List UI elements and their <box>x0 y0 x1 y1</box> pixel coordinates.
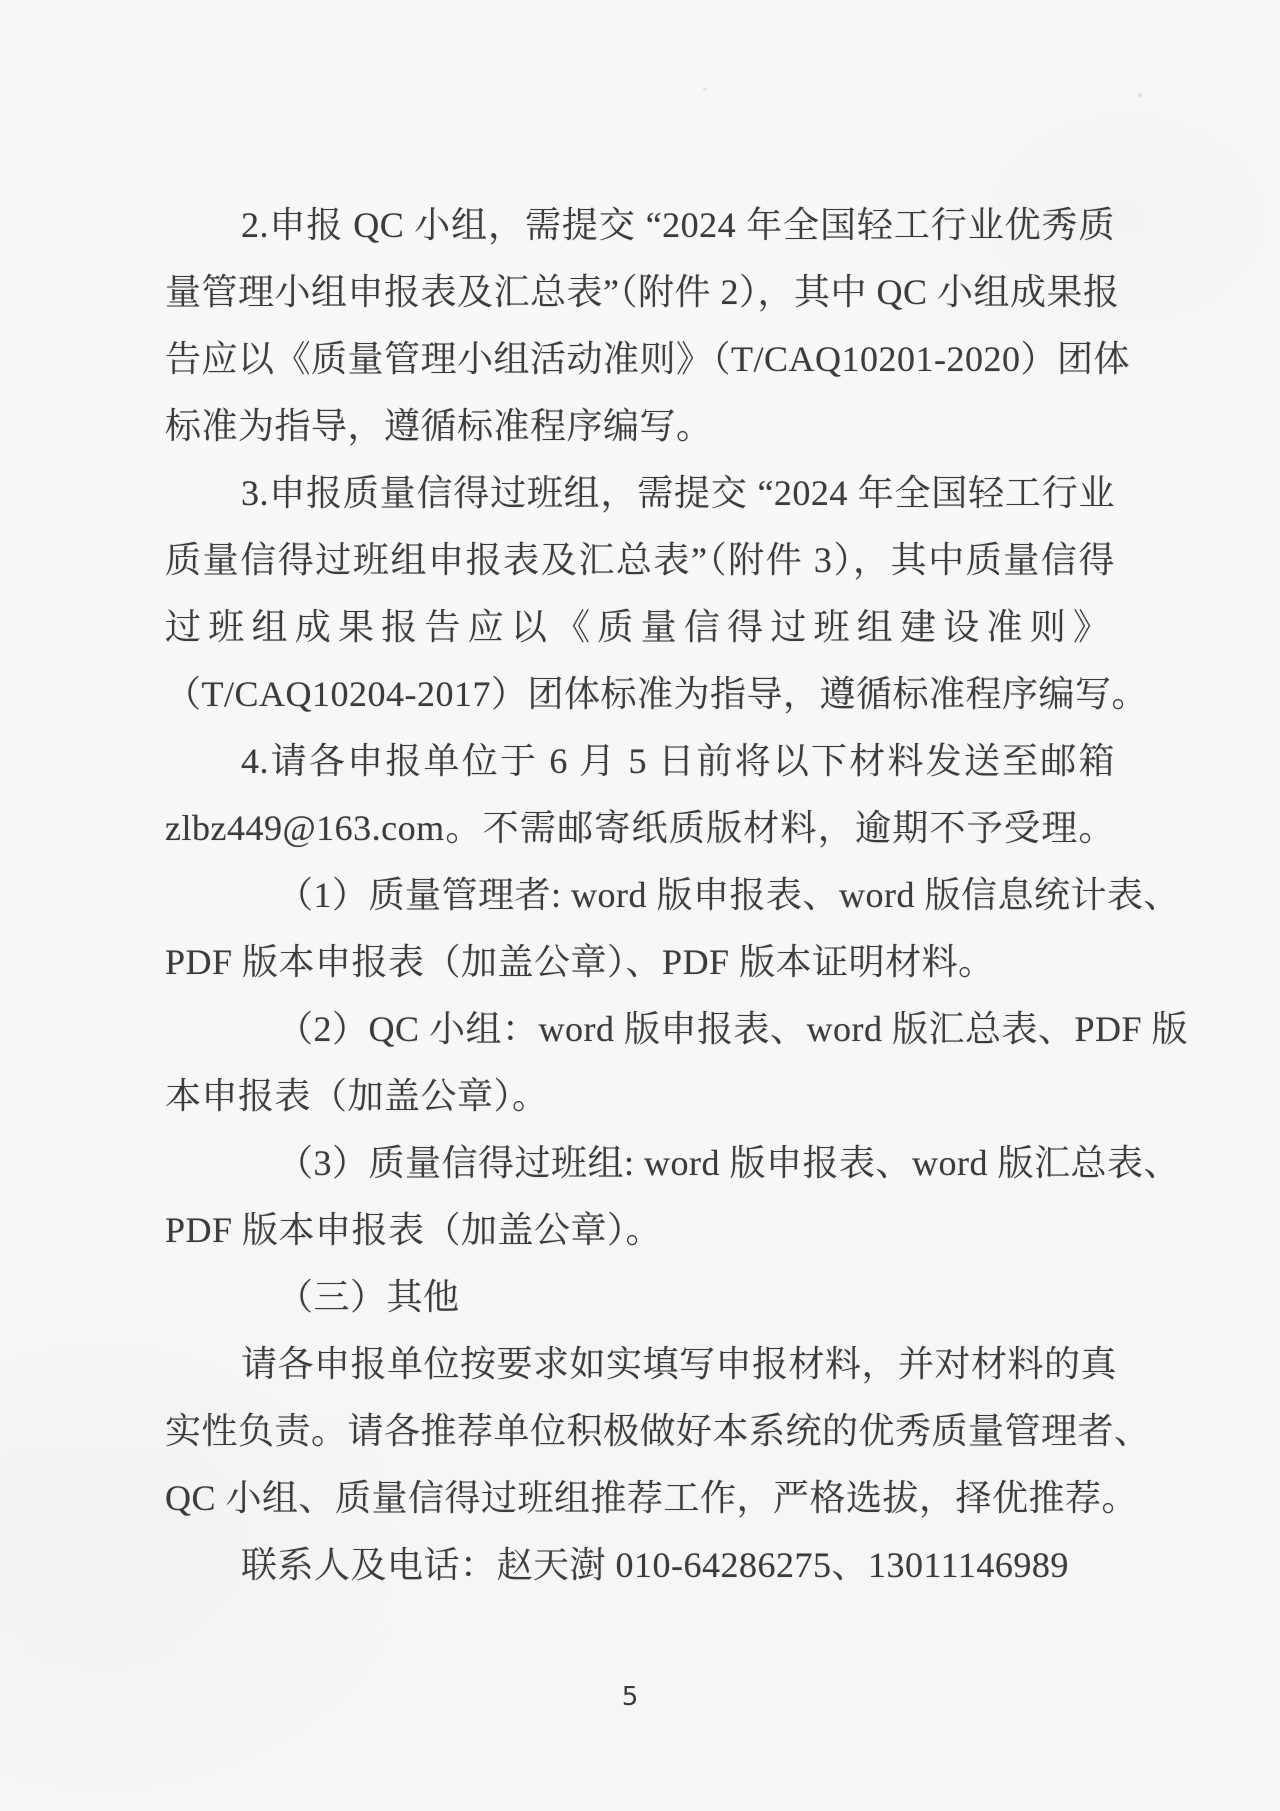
document-line: （3）质量信得过班组: word 版申报表、word 版汇总表、 <box>277 1143 1180 1183</box>
document-line: 过班组成果报告应以《质量信得过班组建设准则》 <box>165 607 1115 647</box>
document-line: QC 小组、质量信得过班组推荐工作，严格选拔，择优推荐。 <box>165 1478 1139 1518</box>
document-line: 实性负责。请各推荐单位积极做好本系统的优秀质量管理者、 <box>165 1411 1151 1451</box>
document-line: （三）其他 <box>277 1277 460 1317</box>
document-line: zlbz449@163.com。不需邮寄纸质版材料，逾期不予受理。 <box>165 808 1115 848</box>
document-line: 告应以《质量管理小组活动准则》（T/CAQ10201-2020）团体 <box>165 339 1130 379</box>
document-line: 量管理小组申报表及汇总表”（附件 2），其中 QC 小组成果报 <box>165 272 1120 312</box>
document-line: 3.申报质量信得过班组，需提交 “2024 年全国轻工行业 <box>241 473 1115 513</box>
document-line: （T/CAQ10204-2017）团体标准为指导，遵循标准程序编写。 <box>165 674 1148 714</box>
document-line: （2）QC 小组：word 版申报表、word 版汇总表、PDF 版 <box>277 1009 1189 1049</box>
document-line: 质量信得过班组申报表及汇总表”（附件 3），其中质量信得 <box>165 540 1115 580</box>
scan-speck <box>1138 93 1142 97</box>
document-line: 请各申报单位按要求如实填写申报材料，并对材料的真 <box>241 1344 1118 1384</box>
document-line: 本申报表（加盖公章）。 <box>165 1076 549 1116</box>
document-line: 标准为指导，遵循标准程序编写。 <box>165 406 713 446</box>
document-line: 联系人及电话：赵天澍 010-64286275、13011146989 <box>241 1545 1069 1585</box>
text-block <box>165 192 1189 1599</box>
document-line: 4.请各申报单位于 6 月 5 日前将以下材料发送至邮箱 <box>241 741 1115 781</box>
document-line: PDF 版本申报表（加盖公章）。 <box>165 1210 663 1250</box>
document-line: PDF 版本申报表（加盖公章）、PDF 版本证明材料。 <box>165 942 995 982</box>
page-number: 5 <box>621 1682 639 1712</box>
document-line: 2.申报 QC 小组，需提交 “2024 年全国轻工行业优秀质 <box>241 205 1115 245</box>
scan-speck <box>703 88 707 91</box>
document-line: （1）质量管理者: word 版申报表、word 版信息统计表、 <box>277 875 1180 915</box>
